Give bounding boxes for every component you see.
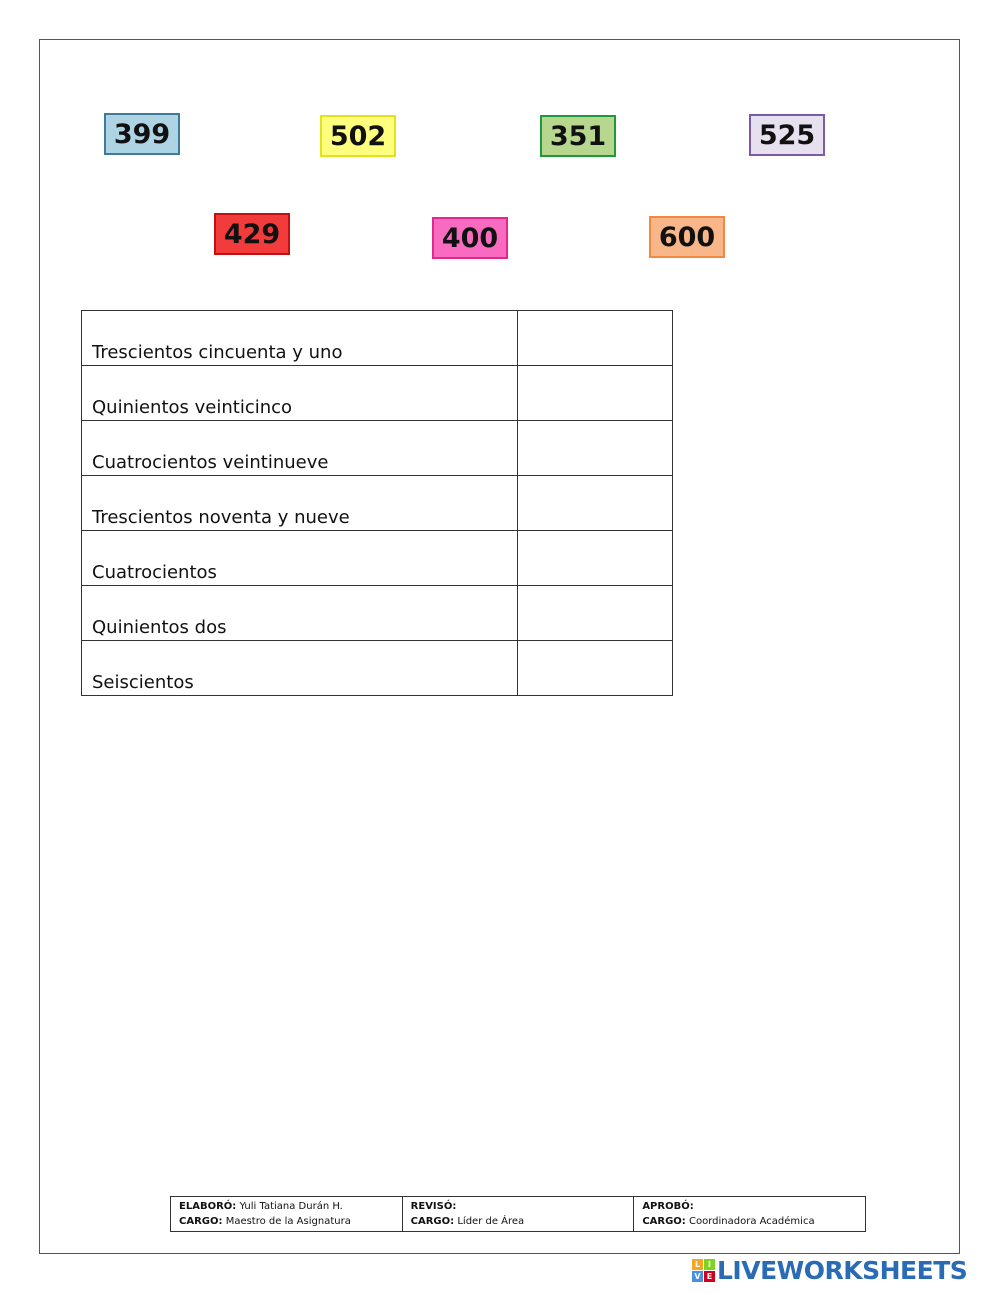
answer-drop-zone[interactable] [518,366,673,421]
table-row [82,641,673,696]
cargo-label: CARGO: [179,1216,223,1227]
reviso-label: REVISÓ: [410,1201,457,1212]
number-word-label: Cuatrocientos veintinueve [92,452,329,473]
cargo-label: CARGO: [410,1216,455,1227]
number-tile-351[interactable]: 351 [540,115,616,157]
table-row [82,476,673,531]
number-tile-525[interactable]: 525 [749,114,825,156]
logo-text: LIVEWORKSHEETS [717,1256,968,1285]
answer-drop-zone[interactable] [518,531,673,586]
liveworksheets-logo[interactable] [692,1256,967,1285]
elaboro-cell [171,1197,403,1232]
cargo-value: Líder de Área [457,1216,525,1227]
elaboro-label: ELABORÓ: [179,1201,237,1212]
number-word-label: Quinientos dos [92,617,227,638]
cargo-value: Maestro de la Asignatura [225,1216,351,1227]
answer-drop-zone[interactable] [518,421,673,476]
number-tile-399[interactable]: 399 [104,113,180,155]
number-word-label: Cuatrocientos [92,562,217,583]
liveworksheets-logo-icon: L I V E [692,1259,715,1282]
number-tile-400[interactable]: 400 [432,217,508,259]
answer-drop-zone[interactable] [518,586,673,641]
table-row [82,531,673,586]
table-row [82,366,673,421]
number-word-label: Trescientos noventa y nueve [92,507,350,528]
number-word-label: Trescientos cincuenta y uno [92,342,343,363]
matching-table [81,310,673,696]
number-word-label: Seiscientos [92,672,194,693]
elaboro-value: Yuli Tatiana Durán H. [239,1201,343,1212]
number-tile-429[interactable]: 429 [214,213,290,255]
answer-drop-zone[interactable] [518,311,673,366]
cargo-label: CARGO: [642,1216,686,1227]
table-row [82,421,673,476]
aprobo-label: APROBÓ: [642,1201,694,1212]
answer-drop-zone[interactable] [518,476,673,531]
answer-drop-zone[interactable] [518,641,673,696]
number-tile-600[interactable]: 600 [649,216,725,258]
approval-footer [170,1196,866,1232]
cargo-value: Coordinadora Académica [689,1216,815,1227]
table-row [82,586,673,641]
reviso-cell [402,1197,634,1232]
number-word-label: Quinientos veinticinco [92,397,293,418]
table-row [82,311,673,366]
aprobo-cell [634,1197,866,1232]
number-tile-502[interactable]: 502 [320,115,396,157]
